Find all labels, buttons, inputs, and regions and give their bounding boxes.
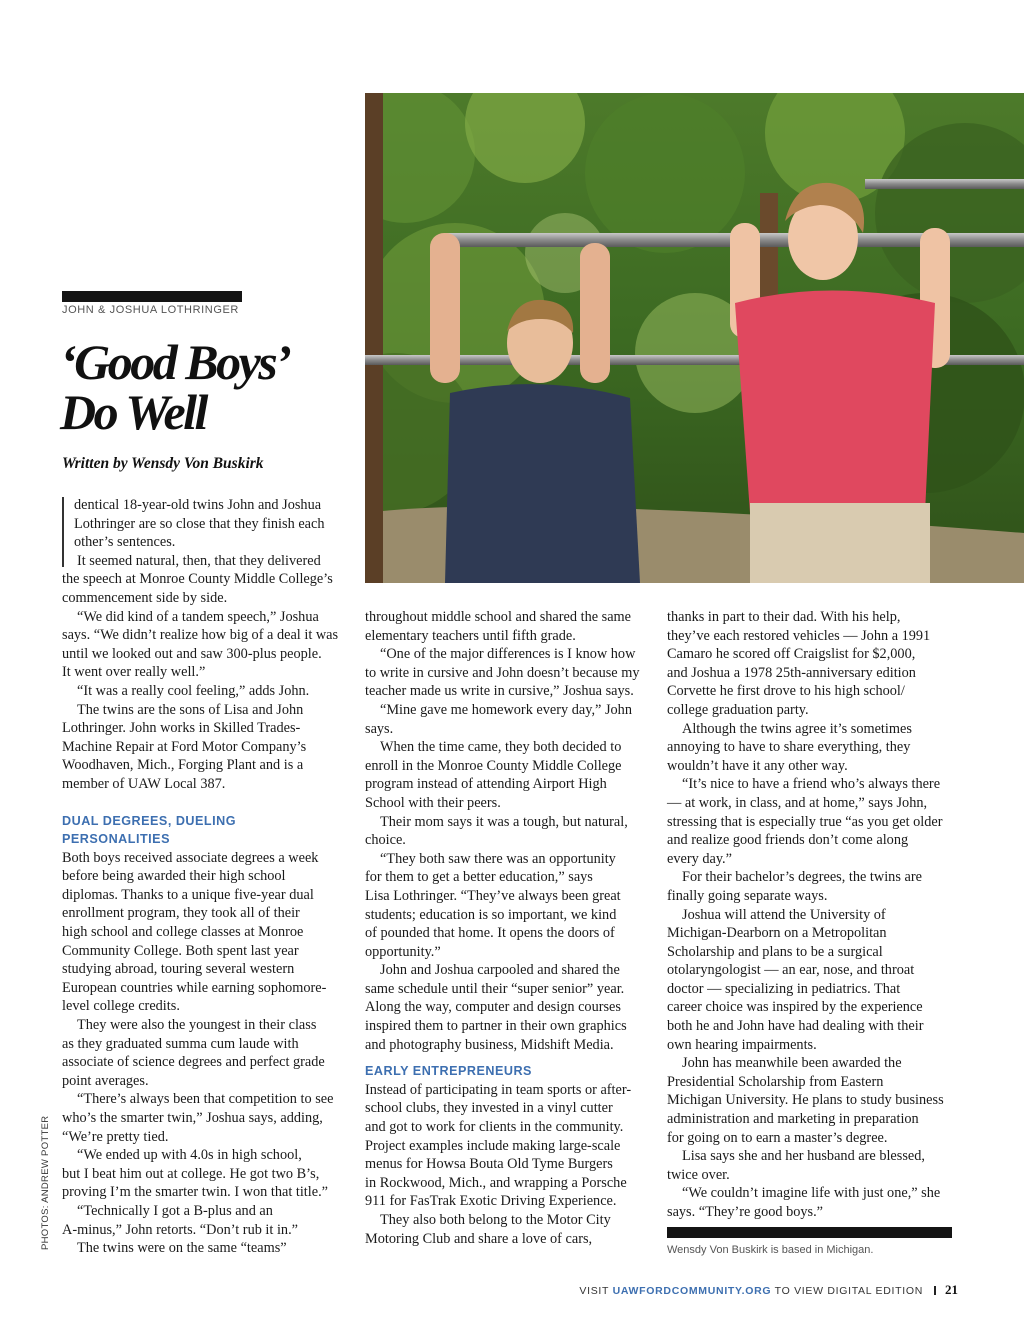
text-line: Presidential Scholarship from Eastern bbox=[667, 1073, 884, 1090]
text-line: “It’s nice to have a friend who’s always there bbox=[682, 776, 941, 793]
text-line: When the time came, they both decided to bbox=[380, 739, 622, 756]
text-line: They were also the youngest in their class bbox=[77, 1017, 317, 1034]
text-line: Lothringer. John works in Skilled Trades- bbox=[62, 720, 301, 737]
paragraph bbox=[365, 608, 655, 645]
text-line: of pounded that home. It opens the doors of bbox=[365, 925, 615, 942]
paragraph bbox=[62, 1090, 357, 1146]
text-line: 911 for FasTrak Exotic Driving Experience. bbox=[365, 1193, 617, 1210]
text-line: and Joshua a 1978 25th-anniversary edition bbox=[667, 664, 916, 681]
text-line: throughout middle school and shared the same bbox=[365, 609, 632, 625]
text-line: both he and John have had dealing with their bbox=[667, 1018, 924, 1035]
paragraph bbox=[62, 682, 357, 701]
text-line: “There’s always been that competition to see bbox=[77, 1091, 334, 1108]
text-line: Woodhaven, Mich., Forging Plant and is a bbox=[62, 757, 304, 774]
text-line: wouldn’t have it any other way. bbox=[667, 757, 848, 774]
text-line: associate of science degrees and perfect grade bbox=[62, 1054, 325, 1071]
text-line: — at work, in class, and at home,” says John, bbox=[667, 794, 928, 811]
text-line: Camaro he scored off Craigslist for $2,000, bbox=[667, 646, 916, 663]
paragraph bbox=[667, 720, 957, 776]
text-line: Machine Repair at Ford Motor Company’s bbox=[62, 738, 307, 755]
text-line: member of UAW Local 387. bbox=[62, 775, 226, 792]
text-line: school clubs, they invested in a vinyl cutter bbox=[365, 1100, 613, 1117]
text-line: It seemed natural, then, that they delivered bbox=[77, 552, 321, 569]
text-line: Motoring Club and share a love of cars, bbox=[365, 1230, 593, 1247]
text-line: The twins were on the same “teams” bbox=[77, 1240, 287, 1257]
text-line: and got to work for clients in the community. bbox=[365, 1119, 624, 1136]
text-line: and realize good friends don’t come along bbox=[667, 832, 909, 849]
page-number: 21 bbox=[945, 1282, 958, 1297]
text-line: studying abroad, touring several western bbox=[62, 961, 295, 978]
text-line: dentical 18-year-old twins John and Joshua bbox=[74, 497, 322, 513]
text-line: students; education is so important, we kind bbox=[365, 906, 617, 923]
text-line: Project examples include making large-scale bbox=[365, 1137, 621, 1154]
paragraph bbox=[365, 645, 655, 701]
paragraph bbox=[62, 1239, 357, 1258]
text-line: Michigan University. He plans to study business bbox=[667, 1092, 944, 1109]
paragraph bbox=[62, 1146, 357, 1202]
text-line: same schedule until their “super senior” year. bbox=[365, 980, 625, 997]
paragraph bbox=[62, 496, 357, 552]
text-line: says. “We didn’t realize how big of a deal it was bbox=[62, 627, 339, 644]
text-line: for going on to earn a master’s degree. bbox=[667, 1129, 888, 1146]
text-line: for them to get a better education,” says bbox=[365, 869, 593, 886]
author-bio: Wensdy Von Buskirk is based in Michigan. bbox=[667, 1244, 874, 1256]
text-line: Along the way, computer and design courses bbox=[365, 999, 621, 1016]
text-line: to write in cursive and John doesn’t because my bbox=[365, 664, 640, 681]
text-line: “We ended up with 4.0s in high school, bbox=[77, 1147, 302, 1164]
page-footer bbox=[579, 1282, 958, 1298]
text-line: proving I’m the smarter twin. I won that title.” bbox=[62, 1184, 329, 1201]
article-column-3 bbox=[667, 608, 957, 1222]
paragraph bbox=[62, 1202, 357, 1239]
text-line: John has meanwhile been awarded the bbox=[682, 1055, 902, 1072]
text-line: in Rockwood, Mich., and wrapping a Porsche bbox=[365, 1174, 627, 1191]
text-line: stressing that is especially true “as you get older bbox=[667, 813, 943, 830]
text-line: college graduation party. bbox=[667, 701, 809, 718]
paragraph bbox=[365, 1081, 655, 1211]
text-line: Scholarship and plans to be a surgical bbox=[667, 943, 883, 960]
text-line: the speech at Monroe County Middle College’s bbox=[62, 571, 333, 588]
text-line: program instead of attending Airport High bbox=[365, 776, 607, 793]
text-line: The twins are the sons of Lisa and John bbox=[77, 701, 304, 718]
text-line: “They both saw there was an opportunity bbox=[380, 850, 616, 867]
paragraph bbox=[667, 868, 957, 905]
text-line: Corvette he first drove to his high school/ bbox=[667, 683, 905, 700]
text-line: point averages. bbox=[62, 1072, 149, 1089]
text-line: “Mine gave me homework every day,” John bbox=[380, 701, 632, 718]
text-line: choice. bbox=[365, 832, 406, 849]
text-line: “We couldn’t imagine life with just one,” she bbox=[682, 1185, 941, 1202]
section-subhead bbox=[62, 812, 357, 849]
text-line: Both boys received associate degrees a week bbox=[62, 849, 319, 866]
paragraph bbox=[667, 906, 957, 1055]
text-line: “One of the major differences is I know how bbox=[380, 646, 636, 663]
text-line: finally going separate ways. bbox=[667, 887, 828, 904]
paragraph bbox=[62, 849, 357, 1016]
text-line: Lisa Lothringer. “They’ve always been great bbox=[365, 887, 621, 904]
kicker: JOHN & JOSHUA LOTHRINGER bbox=[62, 304, 239, 316]
text-line: thanks in part to their dad. With his help, bbox=[667, 609, 901, 625]
end-rule bbox=[667, 1227, 952, 1238]
text-line: who’s the smarter twin,” Joshua says, adding, bbox=[62, 1110, 323, 1126]
text-line: School with their peers. bbox=[365, 794, 501, 811]
text-line: Joshua will attend the University of bbox=[682, 906, 886, 923]
paragraph bbox=[667, 1054, 957, 1147]
text-line: “We’re pretty tied. bbox=[62, 1128, 169, 1145]
kicker-rule bbox=[62, 291, 242, 302]
text-line: diplomas. Thanks to a unique five-year dual bbox=[62, 886, 314, 903]
paragraph bbox=[62, 1016, 357, 1090]
text-line: enroll in the Monroe County Middle College bbox=[365, 757, 622, 774]
paragraph bbox=[667, 1184, 957, 1221]
headline bbox=[60, 334, 360, 440]
text-line: every day.” bbox=[667, 850, 732, 867]
paragraph bbox=[365, 701, 655, 738]
text-line: European countries while earning sophomore- bbox=[62, 979, 327, 996]
text-line: Community College. Both spent last year bbox=[62, 942, 299, 959]
text-line: says. bbox=[365, 720, 394, 737]
paragraph bbox=[365, 738, 655, 812]
text-line: They also both belong to the Motor City bbox=[380, 1212, 611, 1228]
text-line: Michigan-Dearborn on a Metropolitan bbox=[667, 925, 887, 942]
paragraph bbox=[62, 608, 357, 682]
text-line: annoying to have to share everything, they bbox=[667, 739, 911, 756]
text-line: commencement side by side. bbox=[62, 589, 228, 606]
footer-url[interactable]: UAWFORDCOMMUNITY.ORG bbox=[612, 1285, 772, 1297]
text-line: DUAL DEGREES, DUELING bbox=[62, 813, 237, 828]
article-column-2 bbox=[365, 608, 655, 1248]
text-line: teacher made us write in cursive,” Joshua says. bbox=[365, 683, 634, 700]
footer-divider bbox=[934, 1286, 936, 1295]
photo-credit: PHOTOS: ANDREW POTTER bbox=[40, 1115, 51, 1250]
text-line: inspired them to partner in their own graphics bbox=[365, 1018, 627, 1035]
text-line: doctor — specializing in pediatrics. That bbox=[667, 980, 901, 997]
text-line: PERSONALITIES bbox=[62, 832, 170, 847]
text-line: and photography business, Midshift Media. bbox=[365, 1036, 614, 1053]
text-line: opportunity.” bbox=[365, 943, 441, 960]
byline: Written by Wensdy Von Buskirk bbox=[62, 455, 264, 472]
text-line: level college credits. bbox=[62, 998, 180, 1015]
text-line: Their mom says it was a tough, but natural, bbox=[380, 813, 628, 830]
text-line: own hearing impairments. bbox=[667, 1036, 817, 1053]
article-photo bbox=[365, 93, 1024, 583]
paragraph bbox=[62, 552, 357, 608]
footer-rest: TO VIEW DIGITAL EDITION bbox=[771, 1285, 923, 1297]
paragraph bbox=[62, 701, 357, 794]
article-column-1 bbox=[62, 496, 357, 1258]
text-line: “We did kind of a tandem speech,” Joshua bbox=[77, 608, 319, 625]
text-line: Although the twins agree it’s sometimes bbox=[682, 720, 912, 737]
text-line: says. “They’re good boys.” bbox=[667, 1204, 824, 1220]
text-line: “It was a really cool feeling,” adds John. bbox=[77, 682, 310, 699]
text-line: as they graduated summa cum laude with bbox=[62, 1035, 299, 1052]
text-line: they’ve each restored vehicles — John a 1991 bbox=[667, 627, 931, 644]
paragraph bbox=[365, 961, 655, 1054]
text-line: enrollment program, they took all of their bbox=[62, 905, 300, 922]
text-line: career choice was inspired by the experience bbox=[667, 999, 923, 1016]
text-line: Lothringer are so close that they finish each bbox=[74, 515, 325, 532]
section-subhead bbox=[365, 1062, 655, 1081]
paragraph bbox=[365, 813, 655, 850]
text-line: other’s sentences. bbox=[74, 534, 176, 551]
text-line: A-minus,” John retorts. “Don’t rub it in.” bbox=[62, 1221, 298, 1238]
text-line: high school and college classes at Monroe bbox=[62, 924, 304, 941]
paragraph bbox=[667, 1147, 957, 1184]
headline-line: Do Well bbox=[60, 384, 206, 440]
text-line: EARLY ENTREPRENEURS bbox=[365, 1064, 532, 1079]
text-line: twice over. bbox=[667, 1166, 730, 1183]
headline-line: ‘Good Boys’ bbox=[60, 334, 290, 390]
text-line: For their bachelor’s degrees, the twins are bbox=[682, 869, 922, 886]
text-line: Lisa says she and her husband are blessed, bbox=[682, 1148, 925, 1165]
text-line: otolaryngologist — an ear, nose, and throat bbox=[667, 962, 915, 979]
text-line: “Technically I got a B-plus and an bbox=[77, 1202, 273, 1219]
text-line: It went over really well.” bbox=[62, 664, 206, 681]
paragraph bbox=[365, 1211, 655, 1248]
text-line: before being awarded their high school bbox=[62, 868, 286, 885]
footer-visit: VISIT bbox=[579, 1285, 613, 1297]
text-line: until we looked out and saw 300-plus people. bbox=[62, 645, 322, 662]
text-line: elementary teachers until fifth grade. bbox=[365, 627, 576, 644]
paragraph bbox=[667, 608, 957, 720]
text-line: Instead of participating in team sports or after- bbox=[365, 1081, 632, 1098]
paragraph bbox=[667, 775, 957, 868]
text-line: menus for Howsa Bouta Old Tyme Burgers bbox=[365, 1156, 613, 1173]
text-line: administration and marketing in preparation bbox=[667, 1111, 919, 1128]
text-line: but I beat him out at college. He got two B’s, bbox=[62, 1165, 320, 1182]
text-line: John and Joshua carpooled and shared the bbox=[380, 962, 620, 979]
paragraph bbox=[365, 850, 655, 962]
